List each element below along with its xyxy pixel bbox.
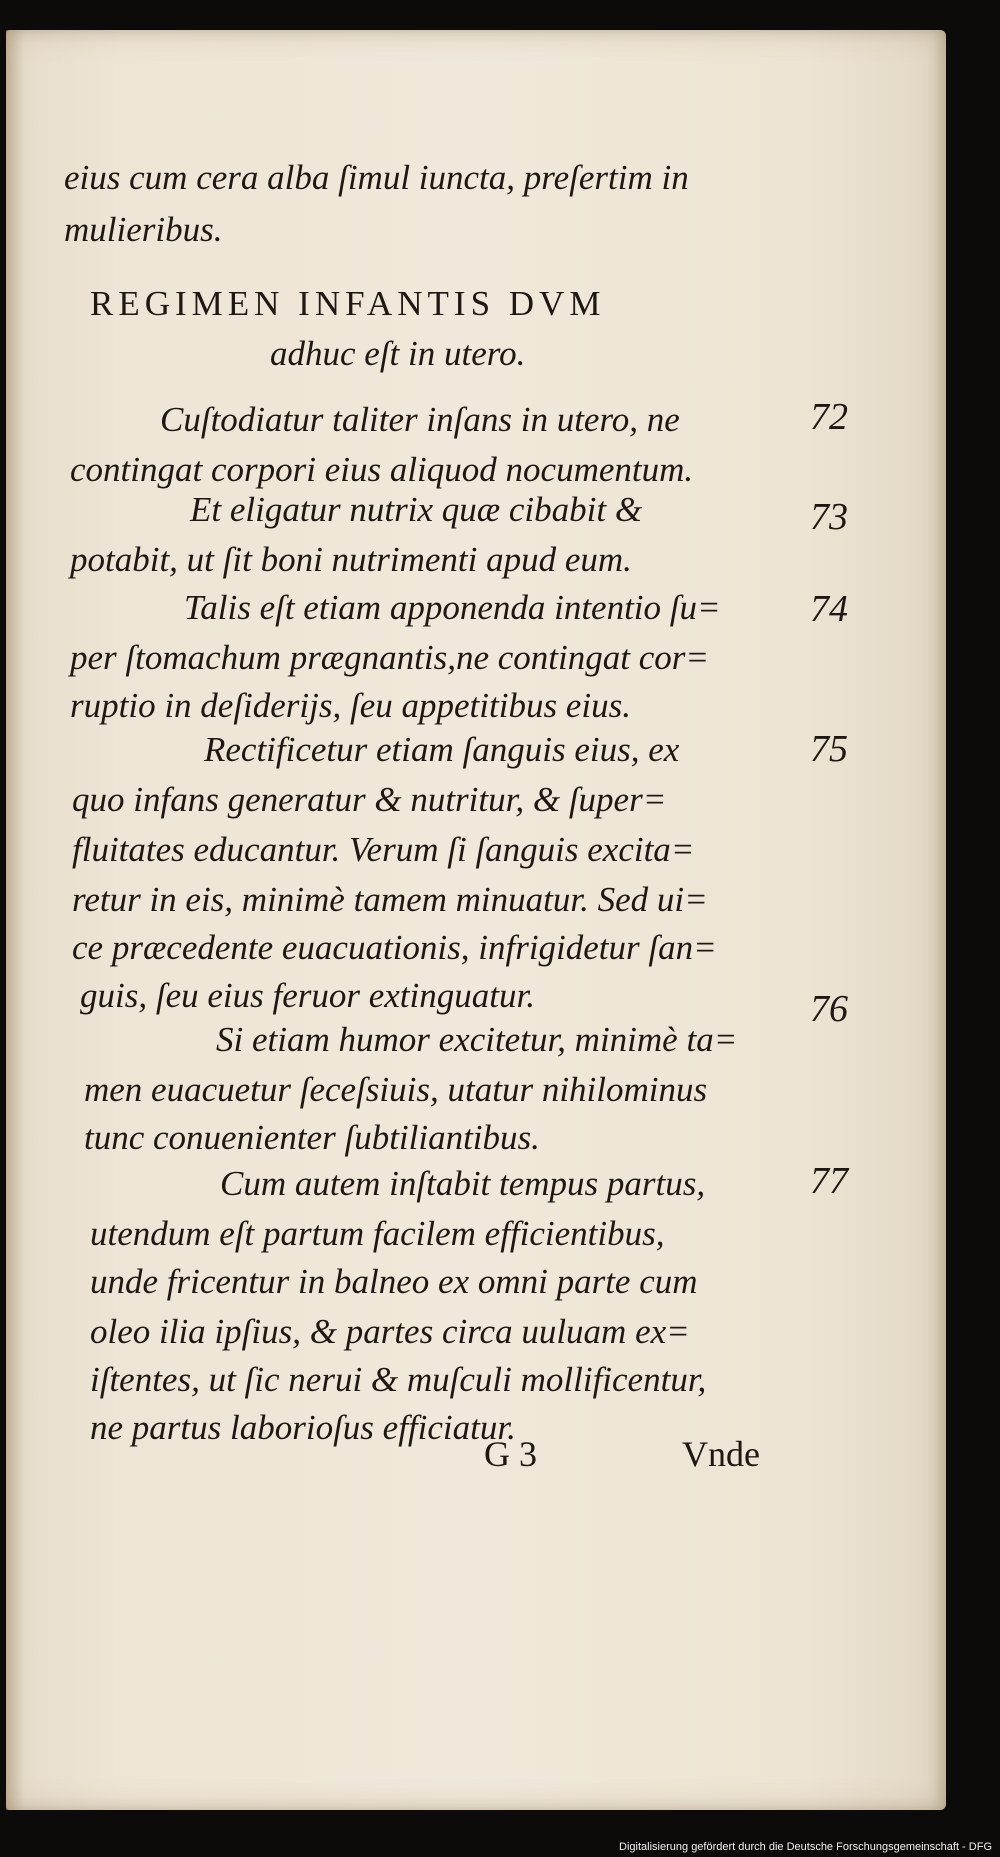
margin-number: 77 [810, 1160, 848, 1202]
text-line: Si etiam humor excitetur, minimè ta= [216, 1020, 738, 1059]
margin-number: 74 [810, 588, 848, 630]
text-line: men euacuetur ſeceſsiuis, utatur nihilominus [84, 1070, 708, 1109]
section-heading: REGIMEN INFANTIS DVM [90, 284, 606, 323]
text-line: tunc conuenienter ſubtiliantibus. [84, 1118, 540, 1157]
text-line: unde fricentur in balneo ex omni parte cum [90, 1262, 698, 1301]
text-line: quo infans generatur & nutritur, & ſuper= [72, 780, 667, 819]
text-line: Talis eſt etiam apponenda intentio ſu= [184, 588, 721, 627]
text-line: oleo ilia ipſius, & partes circa uuluam ex= [90, 1312, 690, 1351]
text-line: contingat corpori eius aliquod nocumentum. [70, 450, 694, 489]
catchword: Vnde [682, 1434, 760, 1474]
text-line: iſtentes, ut ſic nerui & muſculi mollificentur, [90, 1360, 707, 1399]
text-line: ce præcedente euacuationis, infrigidetur ſan= [72, 928, 717, 967]
margin-number: 73 [810, 496, 848, 538]
text-line: ne partus laborioſus efficiatur. [90, 1408, 516, 1447]
signature-mark: G 3 [484, 1434, 537, 1474]
margin-number: 76 [810, 988, 848, 1030]
text-line: utendum eſt partum facilem efficientibus, [90, 1214, 665, 1253]
margin-number: 75 [810, 728, 848, 770]
digitization-credit: Digitalisierung gefördert durch die Deutsche Forschungsgemeinschaft - DFG [619, 1841, 992, 1853]
text-line: eius cum cera alba ſimul iuncta, preſertim in [64, 158, 689, 197]
text-line: retur in eis, minimè tamem minuatur. Sed ui= [72, 880, 708, 919]
text-line: Cuſtodiatur taliter inſans in utero, ne [160, 400, 680, 439]
text-line: Et eligatur nutrix quæ cibabit & [190, 490, 643, 529]
text-line: potabit, ut ſit boni nutrimenti apud eum. [70, 540, 632, 579]
section-heading-subtitle: adhuc eſt in utero. [270, 334, 526, 373]
margin-number: 72 [810, 396, 848, 438]
text-line: Rectificetur etiam ſanguis eius, ex [204, 730, 680, 769]
text-line: ruptio in deſiderijs, ſeu appetitibus eius. [70, 686, 631, 725]
text-line: Cum autem inſtabit tempus partus, [220, 1164, 706, 1203]
page-edge-stain [6, 30, 24, 1810]
text-line: per ſtomachum prægnantis,ne contingat cor= [70, 638, 709, 677]
text-line: guis, ſeu eius feruor extinguatur. [80, 976, 535, 1015]
text-line: mulieribus. [64, 210, 223, 249]
text-line: fluitates educantur. Verum ſi ſanguis excita= [72, 830, 695, 869]
